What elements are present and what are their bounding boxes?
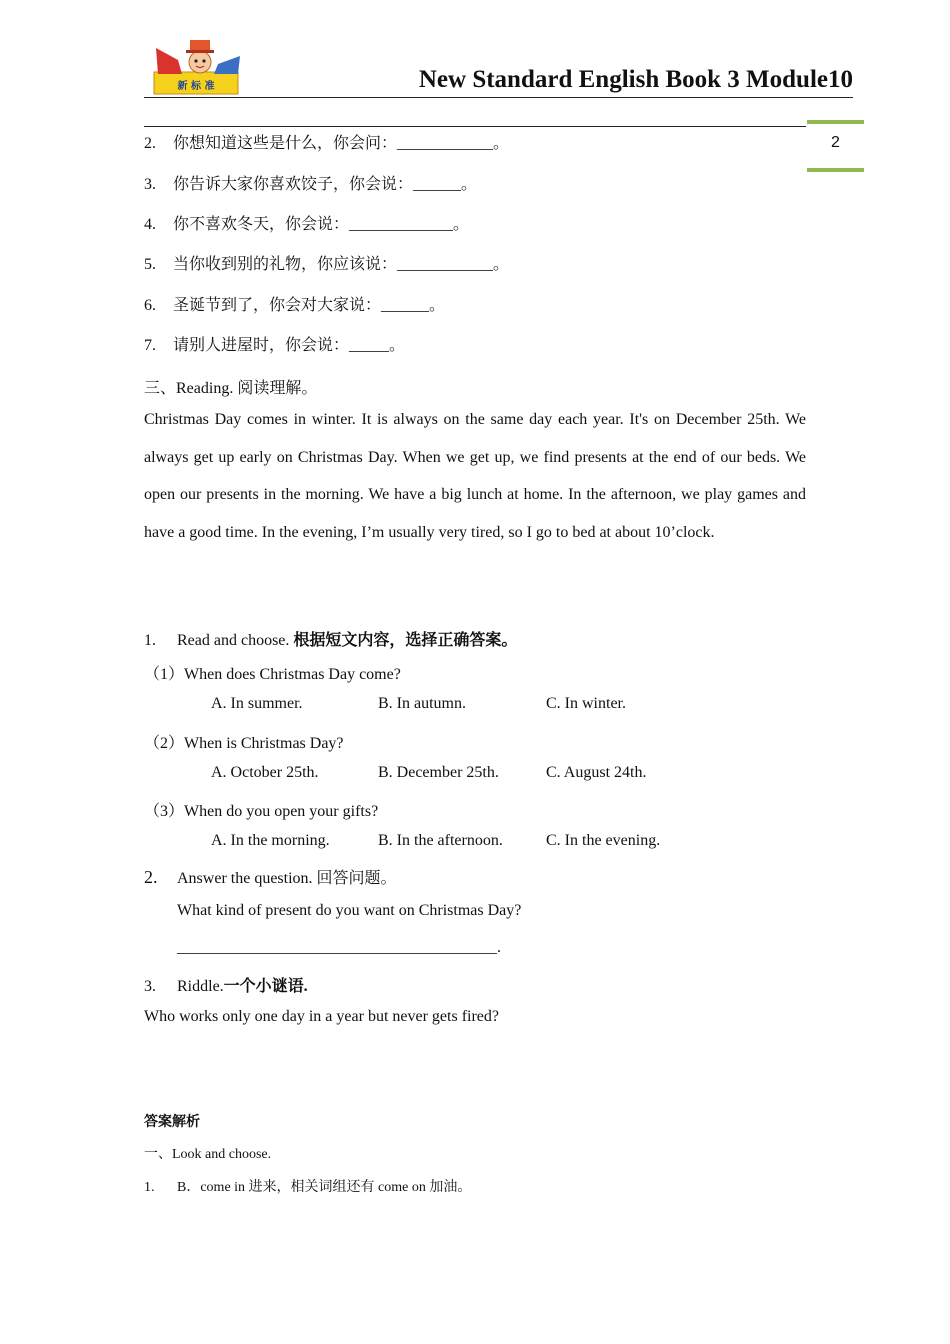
situation-item: 6. 圣诞节到了，你会对大家说：______。 [144, 297, 446, 314]
page-title: New Standard English Book 3 Module10 [418, 66, 853, 93]
situation-item: 2. 你想知道这些是什么，你会问：____________。 [144, 135, 510, 152]
situation-item: 7. 请别人进屋时，你会说：_____。 [144, 337, 406, 354]
option-a: A. In summer. [211, 695, 303, 712]
answer-line: ________________________________________. [177, 939, 501, 956]
header-rule [144, 97, 853, 98]
logo-text: 新 标 准 [177, 81, 215, 92]
situation-item: 3. 你告诉大家你喜欢饺子，你会说：______。 [144, 176, 478, 193]
option-a: A. In the morning. [211, 832, 330, 849]
riddle-question: Who works only one day in a year but never gets fired? [144, 1008, 499, 1025]
page-number-bar-bottom [807, 168, 864, 172]
situation-text: 你不喜欢冬天，你会说：_____________。 [173, 216, 470, 233]
page-number: 2 [831, 134, 840, 151]
task2-question: What kind of present do you want on Christmas Day? [177, 902, 522, 919]
answers-section: 一、Look and choose. [144, 1147, 272, 1162]
options-row [0, 695, 950, 717]
question: （3）When do you open your gifts? [144, 803, 379, 820]
option-c: C. August 24th. [546, 764, 647, 781]
option-a: A. October 25th. [211, 764, 319, 781]
section-rule [144, 126, 806, 127]
page-number-bar-top [807, 120, 864, 124]
option-c: C. In the evening. [546, 832, 661, 849]
options-row [0, 832, 950, 854]
question: （2）When is Christmas Day? [144, 735, 344, 752]
situation-text: 请别人进屋时，你会说：_____。 [173, 337, 406, 354]
situation-text: 圣诞节到了，你会对大家说：______。 [173, 297, 446, 314]
reading-heading: 三、Reading. 阅读理解。 [144, 380, 318, 397]
option-c: C. In winter. [546, 695, 626, 712]
situation-text: 当你收到别的礼物，你应该说：____________。 [173, 256, 510, 273]
answers-heading: 答案解析 [144, 1115, 200, 1130]
task2-heading: 2. Answer the question. 回答问题。 [144, 867, 397, 887]
task3-heading: 3. Riddle.一个小谜语. [144, 978, 308, 995]
option-b: B. In autumn. [378, 695, 466, 712]
option-b: B. In the afternoon. [378, 832, 503, 849]
task1-heading: 1. Read and choose. 根据短文内容，选择正确答案。 [144, 632, 518, 649]
situation-item: 5. 当你收到别的礼物，你应该说：____________。 [144, 256, 510, 273]
reading-passage: Christmas Day comes in winter. It is always on the same day each year. It's on December 25th. We always get up early on Christmas Day. When we get up, we find presents at the end of our beds. We open our presents in the morning. We have a big lunch at home. In the afternoon, we play games and have a good time. In the evening, I’m usually very tired, so I go to bed at about 10’clock. [144, 411, 806, 541]
situation-text: 你想知道这些是什么，你会问：____________。 [173, 135, 510, 152]
options-row [0, 764, 950, 786]
answer-item: 1. B．come in 进来，相关词组还有 come on 加油。 [144, 1180, 472, 1195]
situation-text: 你告诉大家你喜欢饺子，你会说：______。 [173, 176, 478, 193]
option-b: B. December 25th. [378, 764, 499, 781]
situation-item: 4. 你不喜欢冬天，你会说：_____________。 [144, 216, 470, 233]
publisher-logo [152, 38, 244, 96]
question: （1）When does Christmas Day come? [144, 666, 401, 683]
